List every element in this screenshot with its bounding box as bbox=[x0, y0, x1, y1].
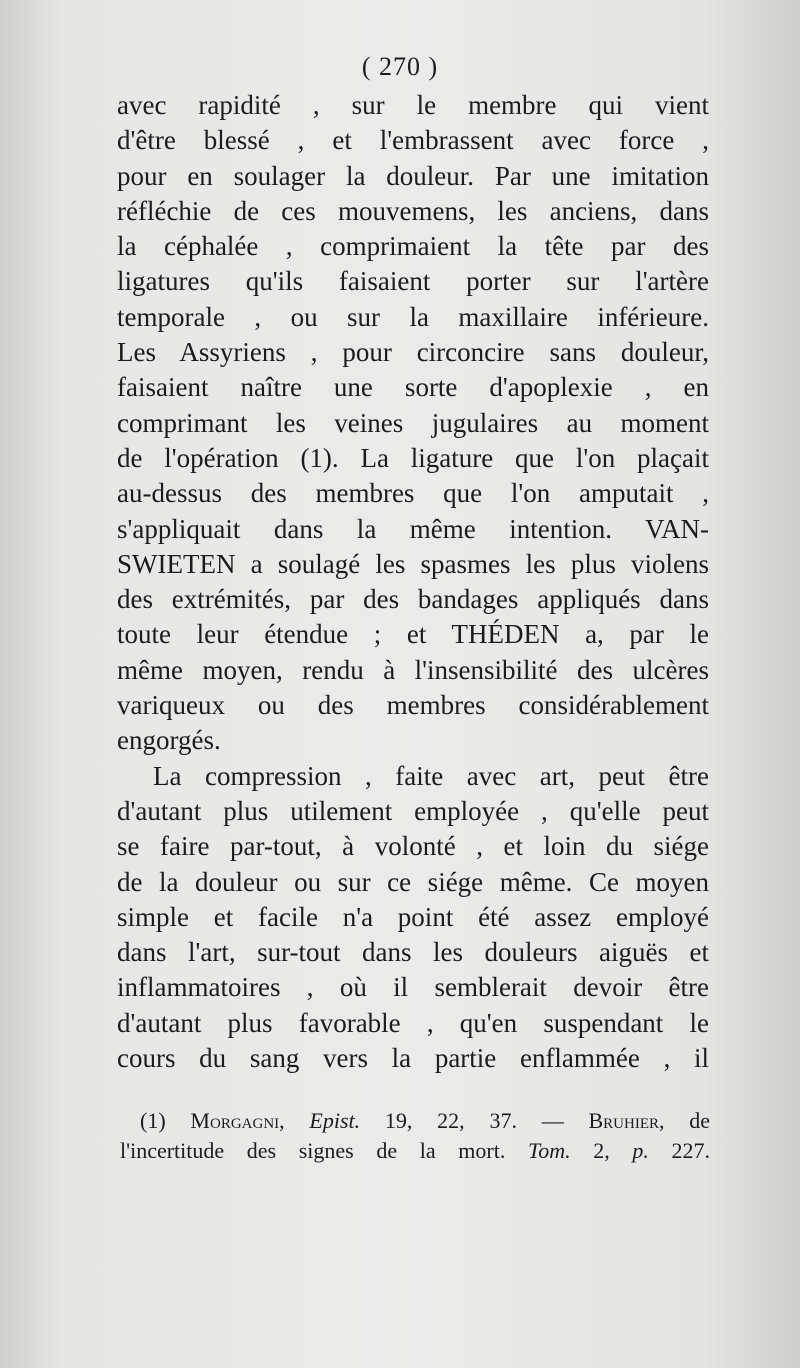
text-line: de la douleur ou sur ce siége même. Ce moyen bbox=[117, 866, 709, 897]
text-line: inflammatoires , où il semblerait devoir être bbox=[117, 972, 709, 1003]
text-line: simple et facile n'a point été assez employé bbox=[117, 901, 709, 932]
text-line: pour en soulager la douleur. Par une imitation bbox=[117, 160, 709, 191]
text-line: d'être blessé , et l'embrassent avec force , bbox=[117, 125, 709, 156]
text-line: d'autant plus favorable , qu'en suspendant le bbox=[117, 1007, 709, 1038]
footnote-author: Morgagni bbox=[190, 1108, 280, 1133]
footnote-refs: 19, 22, 37. — bbox=[384, 1108, 564, 1133]
text-line: même moyen, rendu à l'insensibilité des ulcères bbox=[117, 654, 709, 685]
text-line: dans l'art, sur-tout dans les douleurs aiguës et bbox=[117, 937, 709, 968]
text-line: réfléchie de ces mouvemens, les anciens, dans bbox=[117, 195, 709, 226]
main-text bbox=[117, 88, 709, 1076]
footnote-author: Bruhier bbox=[588, 1108, 659, 1133]
paragraph-2 bbox=[117, 759, 709, 1077]
bleed-through-left bbox=[2, 930, 92, 945]
text-line: ligatures qu'ils faisaient porter sur l'artère bbox=[117, 266, 709, 297]
text-line: cours du sang vers la partie enflammée , il bbox=[117, 1043, 709, 1074]
text-line: La compression , faite avec art, peut être bbox=[153, 760, 709, 791]
text-line: faisaient naître une sorte d'apoplexie , en bbox=[117, 372, 709, 403]
footnote-num: 2, bbox=[593, 1138, 610, 1163]
text-line: SWIETEN a soulagé les spasmes les plus violens bbox=[117, 548, 709, 579]
text-line: la céphalée , comprimaient la tête par des bbox=[117, 231, 709, 262]
text-line: variqueux ou des membres considérablement bbox=[117, 690, 709, 721]
footnote-text: , de bbox=[659, 1108, 711, 1133]
text-line: temporale , ou sur la maxillaire inférieure. bbox=[117, 301, 709, 332]
text-line: s'appliquait dans la même intention. VAN- bbox=[117, 513, 709, 544]
footnote bbox=[120, 1106, 711, 1166]
footnote-tom: Tom. bbox=[527, 1138, 571, 1163]
text-line: se faire par-tout, à volonté , et loin du siége bbox=[117, 831, 709, 862]
text-line: de l'opération (1). La ligature que l'on plaçait bbox=[117, 442, 709, 473]
text-line: des extrémités, par des bandages appliqués dans bbox=[117, 584, 709, 615]
footnote-line-1: (1) Morgagni, Epist. 19, 22, 37. — Bruhier, de bbox=[140, 1108, 711, 1133]
text-line: engorgés. bbox=[117, 725, 221, 756]
text-line: au-dessus des membres que l'on amputait , bbox=[117, 478, 709, 509]
footnote-marker: (1) bbox=[140, 1108, 166, 1133]
text-line: comprimant les veines jugulaires au moment bbox=[117, 407, 709, 438]
footnote-work: Epist. bbox=[309, 1108, 361, 1133]
text-line: d'autant plus utilement employée , qu'elle peut bbox=[117, 795, 709, 826]
bleed-through-right bbox=[740, 345, 800, 360]
footnote-page: 227. bbox=[671, 1138, 711, 1163]
text-line: Les Assyriens , pour circoncire sans douleur, bbox=[117, 337, 709, 368]
paragraph-1 bbox=[117, 88, 709, 759]
footnote-p: p. bbox=[632, 1138, 649, 1163]
text-line: avec rapidité , sur le membre qui vient bbox=[117, 90, 709, 120]
footnote-line-2 bbox=[120, 1136, 710, 1166]
footnote-text: l'incertitude des signes de la mort. bbox=[120, 1138, 506, 1163]
page-number: ( 270 ) bbox=[361, 52, 439, 81]
text-line: toute leur étendue ; et THÉDEN a, par le bbox=[117, 619, 709, 650]
